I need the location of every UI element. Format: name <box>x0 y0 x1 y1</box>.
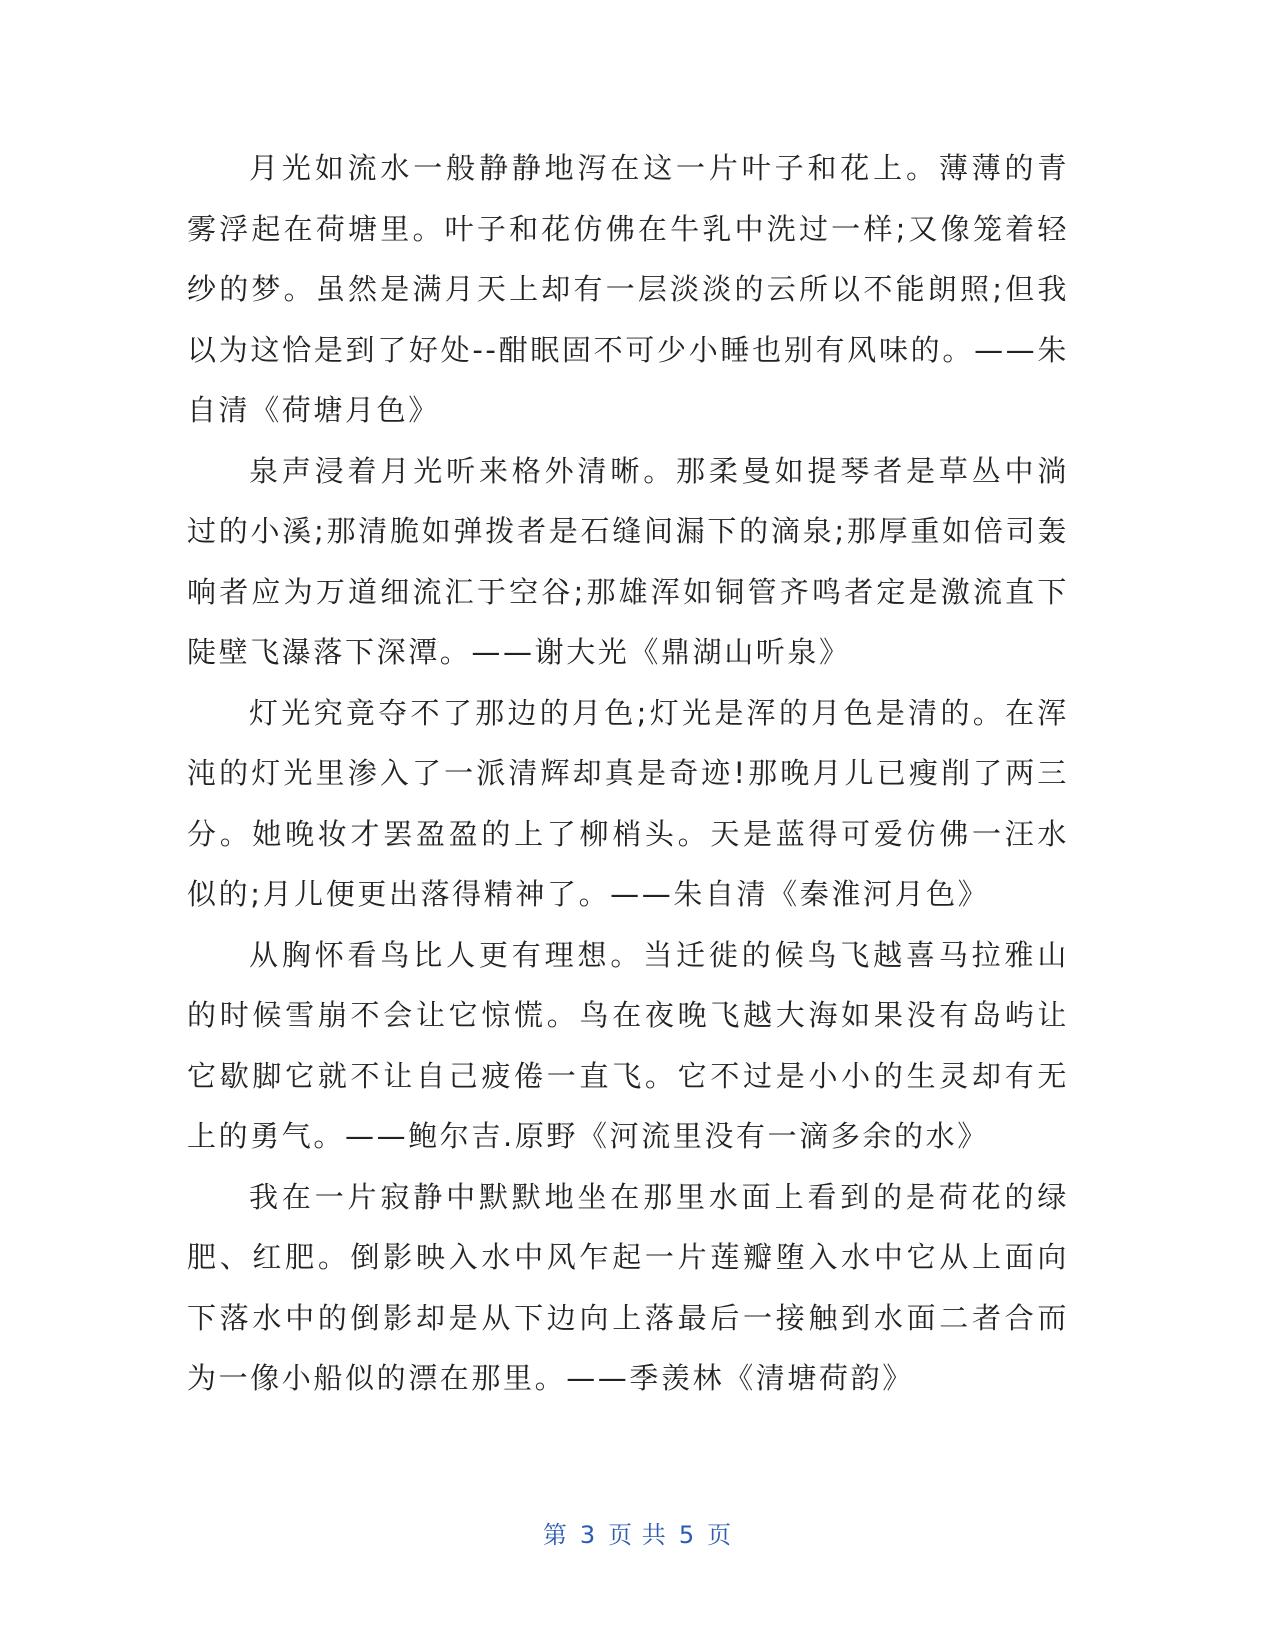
page-label-prefix: 第 <box>542 1521 568 1549</box>
paragraph-4: 从胸怀看鸟比人更有理想。当迁徙的候鸟飞越喜马拉雅山的时候雪崩不会让它惊慌。鸟在夜晚飞越大海如果没有岛屿让它歇脚它就不让自己疲倦一直飞。它不过是小小的生灵却有无上的勇气。——鲍尔吉.原野《河流里没有一滴多余的水》 <box>187 937 1069 1153</box>
page-footer <box>0 1520 1275 1550</box>
page-label-mid: 页 共 <box>608 1521 667 1549</box>
page-label-suffix: 页 <box>707 1521 733 1549</box>
total-pages-number: 5 <box>678 1521 696 1549</box>
document-body <box>187 138 1069 1409</box>
paragraph-3: 灯光究竟夺不了那边的月色;灯光是浑的月色是清的。在浑沌的灯光里渗入了一派清辉却真是奇迹!那晚月儿已瘦削了两三分。她晚妆才罢盈盈的上了柳梢头。天是蓝得可爱仿佛一汪水似的;月儿便更出落得精神了。——朱自清《秦淮河月色》 <box>187 695 1069 911</box>
paragraph-1: 月光如流水一般静静地泻在这一片叶子和花上。薄薄的青雾浮起在荷塘里。叶子和花仿佛在牛乳中洗过一样;又像笼着轻纱的梦。虽然是满月天上却有一层淡淡的云所以不能朗照;但我以为这恰是到了好处--酣眠固不可少小睡也别有风味的。——朱自清《荷塘月色》 <box>187 151 1069 427</box>
current-page-number: 3 <box>579 1521 597 1549</box>
paragraph-5: 我在一片寂静中默默地坐在那里水面上看到的是荷花的绿肥、红肥。倒影映入水中风乍起一片莲瓣堕入水中它从上面向下落水中的倒影却是从下边向上落最后一接触到水面二者合而为一像小船似的漂在那里。——季羡林《清塘荷韵》 <box>187 1179 1069 1395</box>
paragraph-2: 泉声浸着月光听来格外清晰。那柔曼如提琴者是草丛中淌过的小溪;那清脆如弹拨者是石缝间漏下的滴泉;那厚重如倍司轰响者应为万道细流汇于空谷;那雄浑如铜管齐鸣者定是激流直下陡壁飞瀑落下深潭。——谢大光《鼎湖山听泉》 <box>187 453 1069 669</box>
